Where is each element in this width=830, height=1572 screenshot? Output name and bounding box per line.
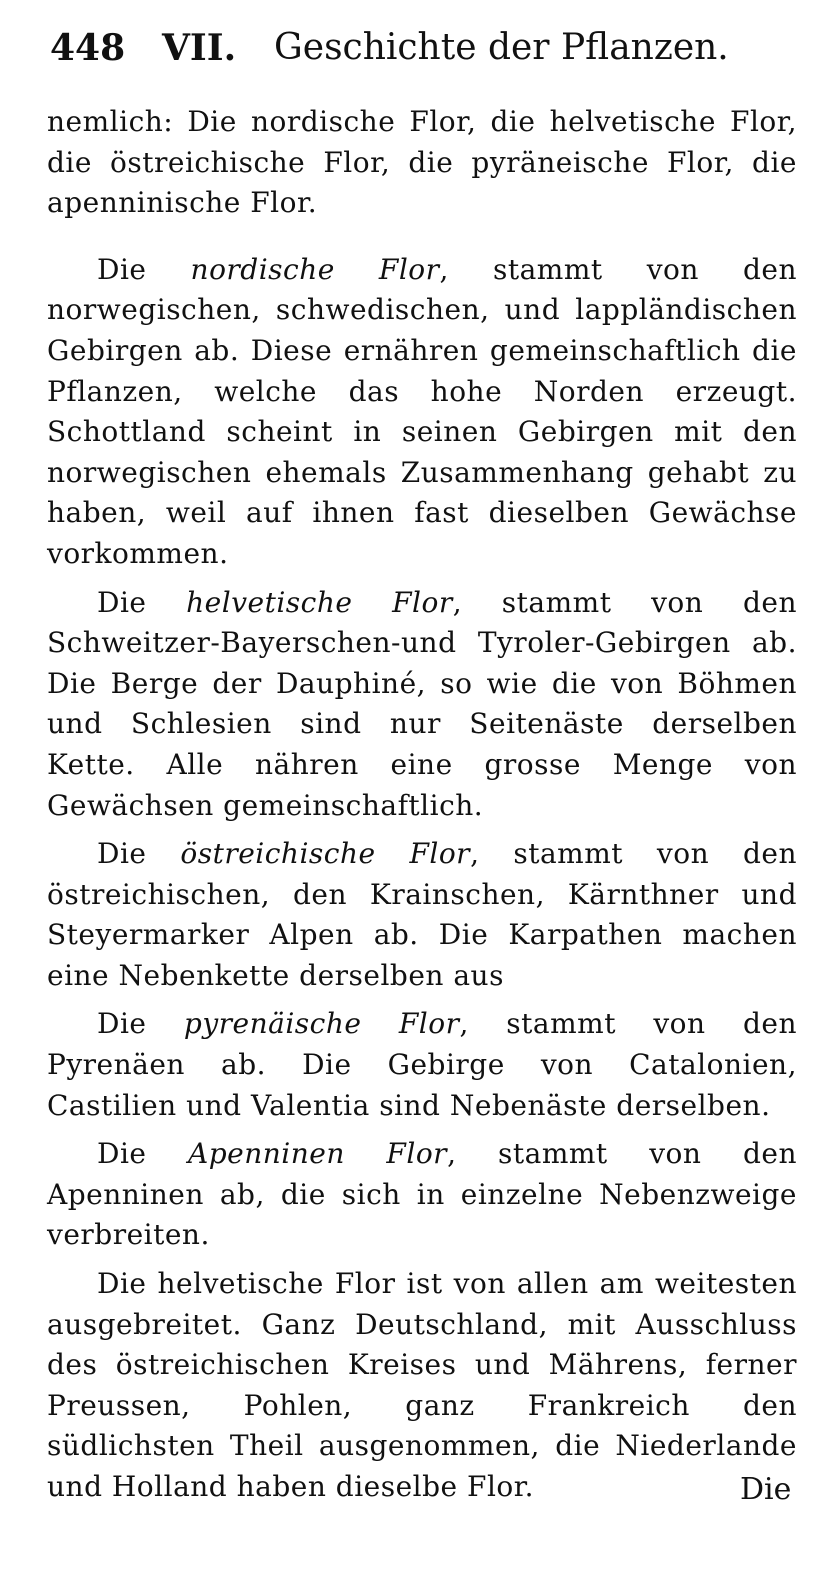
chapter-title: Geschichte der Pflanzen. <box>274 27 729 68</box>
running-header <box>42 18 802 78</box>
paragraph-helvetic-extent: Die helvetische Flor ist von allen am weitesten ausgebreitet. Ganz Deutschland, mit Ausschluss des östreichischen Kreises und Mährens, ferner Preussen, Pohlen, ganz Frankreich den südlichsten Theil ausgenommen, die Niederlande und Holland haben dieselbe Flor. <box>47 1267 797 1503</box>
term-nordic-flora: nordische Flor <box>190 252 440 286</box>
paragraph-helvetic-flora: Die helvetische Flor, stammt von den Schweitzer-Bayerschen-und Tyroler-Gebirgen ab. Die Berge der Dauphiné, so wie die von Böhmen und Schlesien sind nur Seitenäste derselben Kette. Alle nähren eine grosse Menge von Gewächsen gemeinschaftlich. <box>47 585 797 822</box>
term-austrian-flora: östreichische Flor <box>180 837 471 871</box>
paragraph-austrian-flora: Die östreichische Flor, stammt von den östreichischen, den Krainschen, Kärnthner und Steyermarker Alpen ab. Die Karpathen machen eine Nebenkette derselben aus <box>47 837 797 992</box>
term-pyrenean-flora: pyrenäische Flor <box>183 1007 460 1041</box>
catchword: Die <box>740 1472 792 1507</box>
paragraph-apennine-flora: Die Apenninen Flor, stammt von den Apenninen ab, die sich in einzelne Nebenzweige verbreiten. <box>47 1137 797 1252</box>
paragraph-pyrenean-flora: Die pyrenäische Flor, stammt von den Pyrenäen ab. Die Gebirge von Catalonien, Castilien und Valentia sind Nebenäste derselben. <box>47 1007 798 1122</box>
term-helvetic-flora: helvetische Flor <box>186 585 453 619</box>
page-number: 448 <box>50 27 126 69</box>
term-apennine-flora: Apenninen Flor <box>188 1137 448 1171</box>
paragraph-intro: nemlich: Die nordische Flor, die helvetische Flor, die östreichische Flor, die pyräneische Flor, die apenninische Flor. <box>47 105 797 220</box>
page-body <box>47 102 797 1508</box>
paragraph-nordic-flora: Die nordische Flor, stammt von den norwegischen, schwedischen, und lappländischen Gebirgen ab. Diese ernähren gemeinschaftlich die Pflanzen, welche das hohe Norden erzeugt. Schottland scheint in seinen Gebirgen mit den norwegischen ehemals Zusammenhang gehabt zu haben, weil auf ihnen fast dieselben Gewächse vorkommen. <box>47 252 797 570</box>
chapter-number: VII. <box>162 27 237 69</box>
